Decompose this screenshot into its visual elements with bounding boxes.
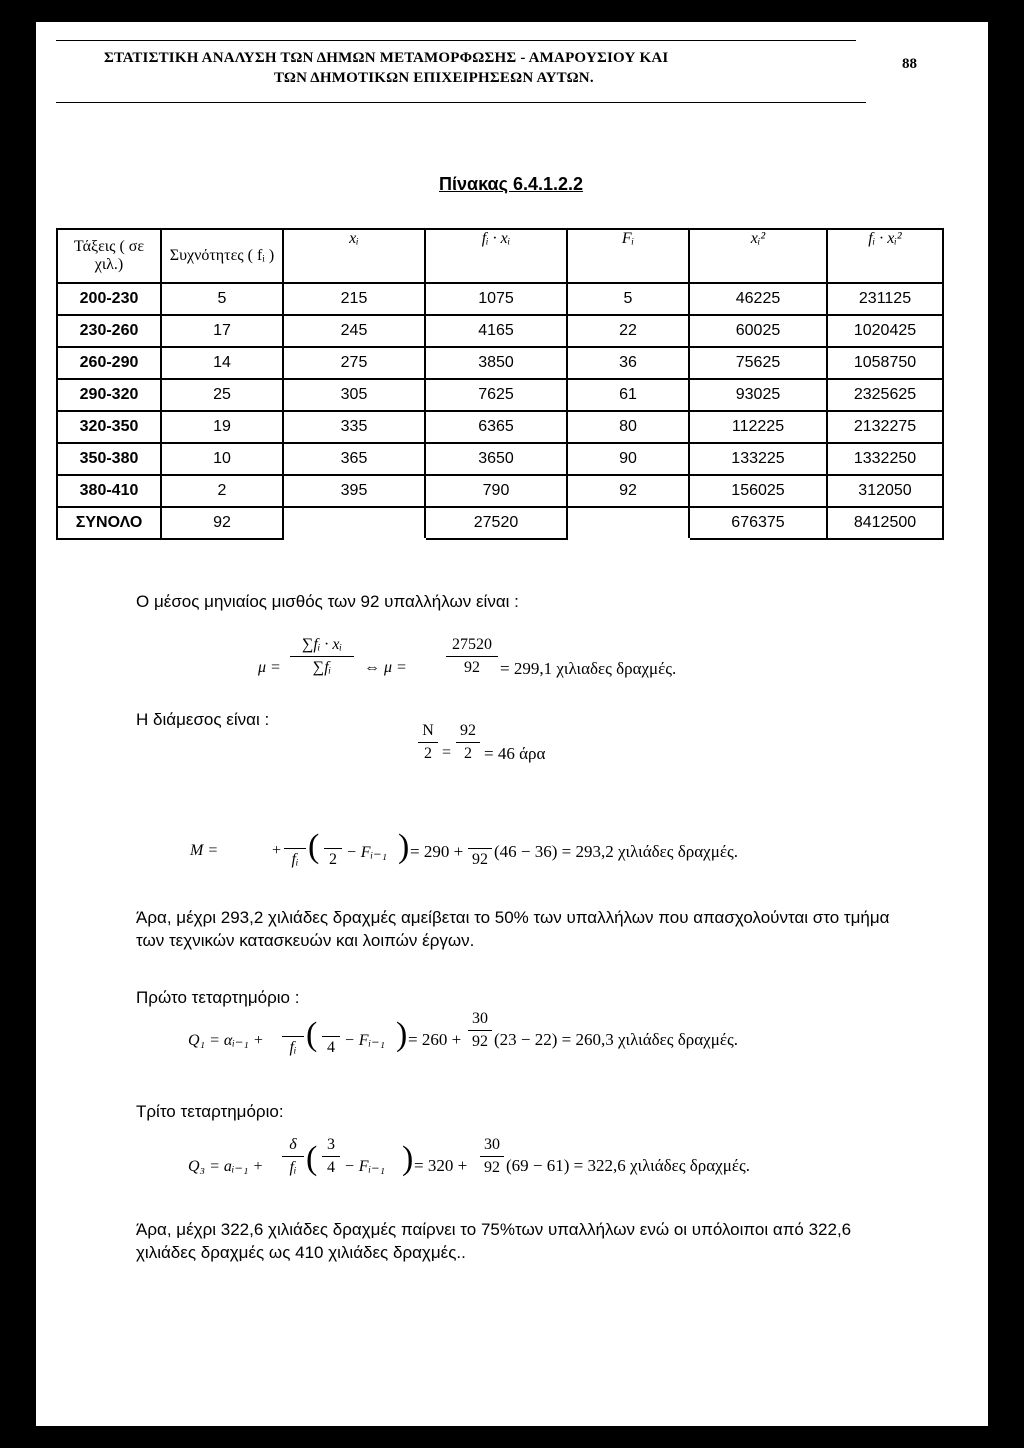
header-top-rule [56,40,856,41]
header-Fi: Fᵢ [567,229,689,283]
median-result: = 46 άρα [484,744,546,763]
table-title: Πίνακας 6.4.1.2.2 [439,174,583,194]
median-plus: + [272,842,282,859]
median-conclusion: Άρα, μέχρι 293,2 χιλιάδες δραχμές αμείβεται το 50% των υπαλλήλων που απασχολούνται στο τμήμα των τεχνικών κατασκευών και λοιπών έργων. [136,908,890,950]
q3-delta-fraction: δ fᵢ [282,1136,304,1177]
q1-inner-fraction: 4 [322,1016,340,1057]
median-right-paren: ) [398,828,410,865]
mean-value-fraction: 27520 92 [446,636,498,677]
header-title-line-2: ΤΩΝ ΔΗΜΟΤΙΚΩΝ ΕΠΙΧΕΙΡΗΣΕΩΝ ΑΥΤΩΝ. [274,70,594,86]
median-lhs: M = [190,842,219,859]
header-xi: xᵢ [283,229,425,283]
page-number: 88 [902,56,917,72]
median-rhs-b: (46 − 36) = 293,2 χιλιάδες δραχμές. [494,842,738,861]
table-row: 200-230 5 215 1075 5 46225 231125 [57,283,943,315]
q3-lhs: Q₃ = aᵢ₋₁ + [188,1158,264,1175]
median-inner-fraction: 2 [324,828,342,869]
median-n-fraction: N 2 [418,722,438,763]
q1-rhs-b: (23 − 22) = 260,3 χιλιάδες δραχμές. [494,1030,738,1049]
median-rhs-fraction: 92 [468,828,492,869]
frequency-table [56,228,944,540]
median-value-fraction: 92 2 [456,722,480,763]
table-row: 290-320 25 305 7625 61 93025 2325625 [57,379,943,411]
mean-intro: Ο μέσος μηνιαίος μισθός των 92 υπαλλήλων είναι : [136,592,519,611]
table-total-row: ΣΥΝΟΛΟ 92 27520 676375 8412500 [57,507,943,539]
q1-minus-F: − Fᵢ₋₁ [344,1032,386,1049]
document-page [36,22,988,1426]
header-frequencies: Συχνότητες ( fᵢ ) [161,229,283,283]
table-header-row [57,229,943,283]
median-left-paren: ( [308,828,320,865]
q3-minus-F: − Fᵢ₋₁ [344,1158,386,1175]
q3-intro: Τρίτο τεταρτημόριο: [136,1102,284,1121]
q1-rhs-a: = 260 + [408,1030,462,1049]
q3-right-paren: ) [402,1140,414,1177]
q1-rhs-fraction: 30 92 [468,1010,492,1051]
median-minus-F: − Fᵢ₋₁ [346,844,388,861]
table-row: 260-290 14 275 3850 36 75625 1058750 [57,347,943,379]
q1-right-paren: ) [396,1016,408,1053]
table-row: 350-380 10 365 3650 90 133225 1332250 [57,443,943,475]
median-f-fraction: fᵢ [284,828,306,869]
header-classes: Τάξεις ( σε χιλ.) [57,229,161,283]
header-title-line-1: ΣΤΑΤΙΣΤΙΚΗ ΑΝΑΛΥΣΗ ΤΩΝ ΔΗΜΩΝ ΜΕΤΑΜΟΡΦΩΣΗΣ - ΑΜΑΡΟΥΣΙΟΥ ΚΑΙ [104,50,669,66]
mean-fraction: ∑fᵢ · xᵢ ∑fᵢ [290,636,354,677]
median-eq: = [442,744,452,761]
header-fi-xi: fᵢ · xᵢ [425,229,567,283]
mean-equiv: ⇔ μ = [364,659,407,676]
median-rhs-a: = 290 + [410,842,464,861]
q1-f-fraction: fᵢ [282,1016,304,1057]
q3-conclusion: Άρα, μέχρι 322,6 χιλιάδες δραχμές παίρνει το 75%των υπαλλήλων ενώ οι υπόλοιποι από 322,6 χιλιάδες δραχμές ως 410 χιλιάδες δραχμές.. [136,1220,852,1262]
q3-rhs-a: = 320 + [414,1156,468,1175]
q1-lhs: Q₁ = αᵢ₋₁ + [188,1032,264,1049]
mean-lhs: μ = [258,659,281,676]
table-row: 320-350 19 335 6365 80 112225 2132275 [57,411,943,443]
header-xi-squared: xᵢ² [689,229,827,283]
q3-rhs-b: (69 − 61) = 322,6 χιλιάδες δραχμές. [506,1156,750,1175]
q3-left-paren: ( [306,1140,318,1177]
table-row: 230-260 17 245 4165 22 60025 1020425 [57,315,943,347]
q1-left-paren: ( [306,1016,318,1053]
table-row: 380-410 2 395 790 92 156025 312050 [57,475,943,507]
median-intro: Η διάμεσος είναι : [136,710,270,729]
header-bottom-rule [56,102,866,103]
header-fi-xi-squared: fᵢ · xᵢ² [827,229,943,283]
q3-inner-fraction: 3 4 [322,1136,340,1177]
q1-intro: Πρώτο τεταρτημόριο : [136,988,300,1007]
mean-result: = 299,1 χιλιαδες δραχμές. [500,659,677,678]
q3-rhs-fraction: 30 92 [480,1136,504,1177]
